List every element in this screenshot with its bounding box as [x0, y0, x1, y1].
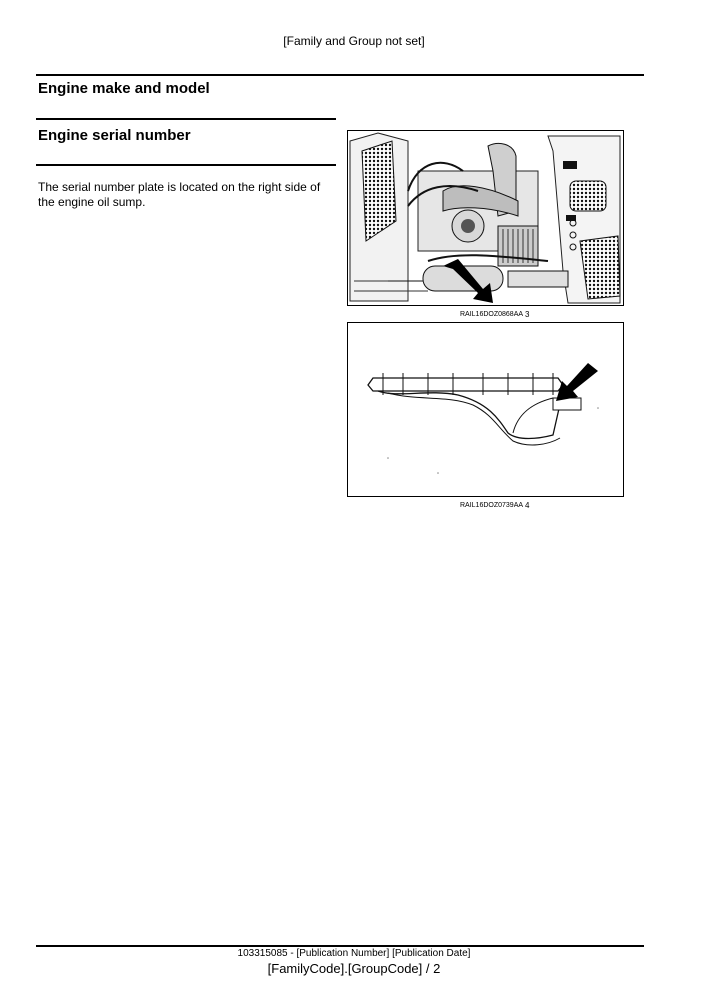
- oil-sump-illustration: [348, 323, 622, 495]
- figure-4-code: RAIL16DOZ0739AA: [460, 502, 524, 509]
- section-title-make-model: Engine make and model: [38, 80, 210, 97]
- footer-rule: [36, 945, 644, 947]
- footer-publication: 103315085 - [Publication Number] [Publication Date]: [237, 948, 471, 959]
- engine-compartment-illustration: [348, 131, 622, 304]
- page-header: [Family and Group not set]: [283, 34, 425, 48]
- figure-3-number: 3: [525, 310, 530, 319]
- section-title-serial: Engine serial number: [38, 127, 191, 144]
- section-rule-bottom: [36, 164, 336, 166]
- figure-3-code: RAIL16DOZ0868AA: [460, 311, 524, 318]
- figure-4-number: 4: [525, 501, 530, 510]
- footer-page-reference: [FamilyCode].[GroupCode] / 2: [267, 961, 441, 976]
- serial-description: The serial number plate is located on the right side of the engine oil sump.: [38, 180, 321, 209]
- figure-engine-compartment: [347, 130, 624, 306]
- header-rule: [36, 74, 644, 76]
- section-rule-top: [36, 118, 336, 120]
- figure-oil-sump: [347, 322, 624, 497]
